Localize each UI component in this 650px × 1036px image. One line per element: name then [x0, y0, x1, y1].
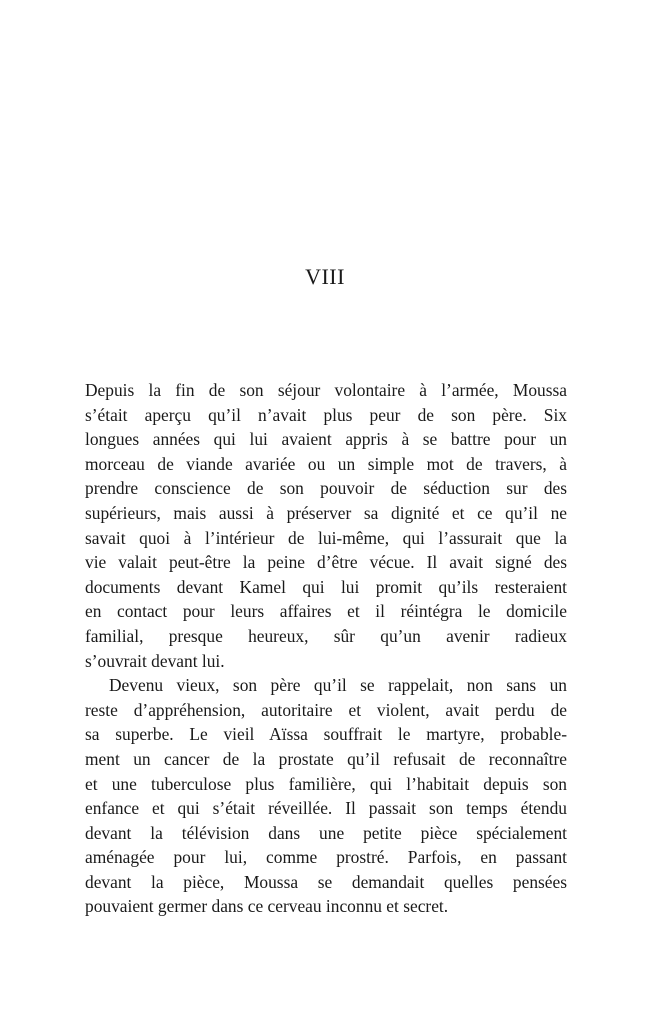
text-line: devant la télévision dans une petite pièce spécialement — [85, 822, 567, 843]
text-line: aménagée pour lui, comme prostré. Parfois, en passant — [85, 847, 567, 868]
chapter-body — [85, 378, 567, 919]
text-line: vie valait peut-être la peine d’être vécue. Il avait signé des — [85, 552, 567, 573]
text-line: s’était aperçu qu’il n’avait plus peur de son père. Six — [85, 404, 567, 425]
text-line: supérieurs, mais aussi à préserver sa dignité et ce qu’il ne — [85, 502, 567, 523]
text-line: documents devant Kamel qui lui promit qu’ils resteraient — [85, 576, 567, 597]
paragraph-2 — [85, 673, 567, 919]
text-line: savait quoi à l’intérieur de lui-même, qui l’assurait que la — [85, 527, 567, 548]
text-line: prendre conscience de son pouvoir de séduction sur des — [85, 478, 567, 499]
text-line: familial, presque heureux, sûr qu’un avenir radieux — [85, 625, 567, 646]
text-line: sa superbe. Le vieil Aïssa souffrait le martyre, probable- — [85, 724, 567, 745]
text-line: en contact pour leurs affaires et il réintégra le domicile — [85, 601, 567, 622]
chapter-title: VIII — [305, 264, 345, 289]
text-line: Depuis la fin de son séjour volontaire à l’armée, Moussa — [85, 380, 567, 400]
text-line: reste d’appréhension, autoritaire et violent, avait perdu de — [85, 699, 567, 720]
text-line: pouvaient germer dans ce cerveau inconnu et secret. — [85, 896, 449, 917]
text-line: s’ouvrait devant lui. — [85, 650, 225, 671]
text-line: enfance et qui s’était réveillée. Il passait son temps étendu — [85, 798, 567, 819]
text-line: et une tuberculose plus familière, qui l’habitait depuis son — [85, 773, 567, 794]
text-line: devant la pièce, Moussa se demandait quelles pensées — [85, 871, 567, 892]
text-line: ment un cancer de la prostate qu’il refusait de reconnaître — [85, 748, 567, 769]
paragraph-1 — [85, 378, 567, 673]
text-line: Devenu vieux, son père qu’il se rappelait, non sans un — [109, 675, 567, 696]
text-line: longues années qui lui avaient appris à se battre pour un — [85, 429, 567, 450]
text-line: morceau de viande avariée ou un simple mot de travers, à — [85, 453, 567, 474]
